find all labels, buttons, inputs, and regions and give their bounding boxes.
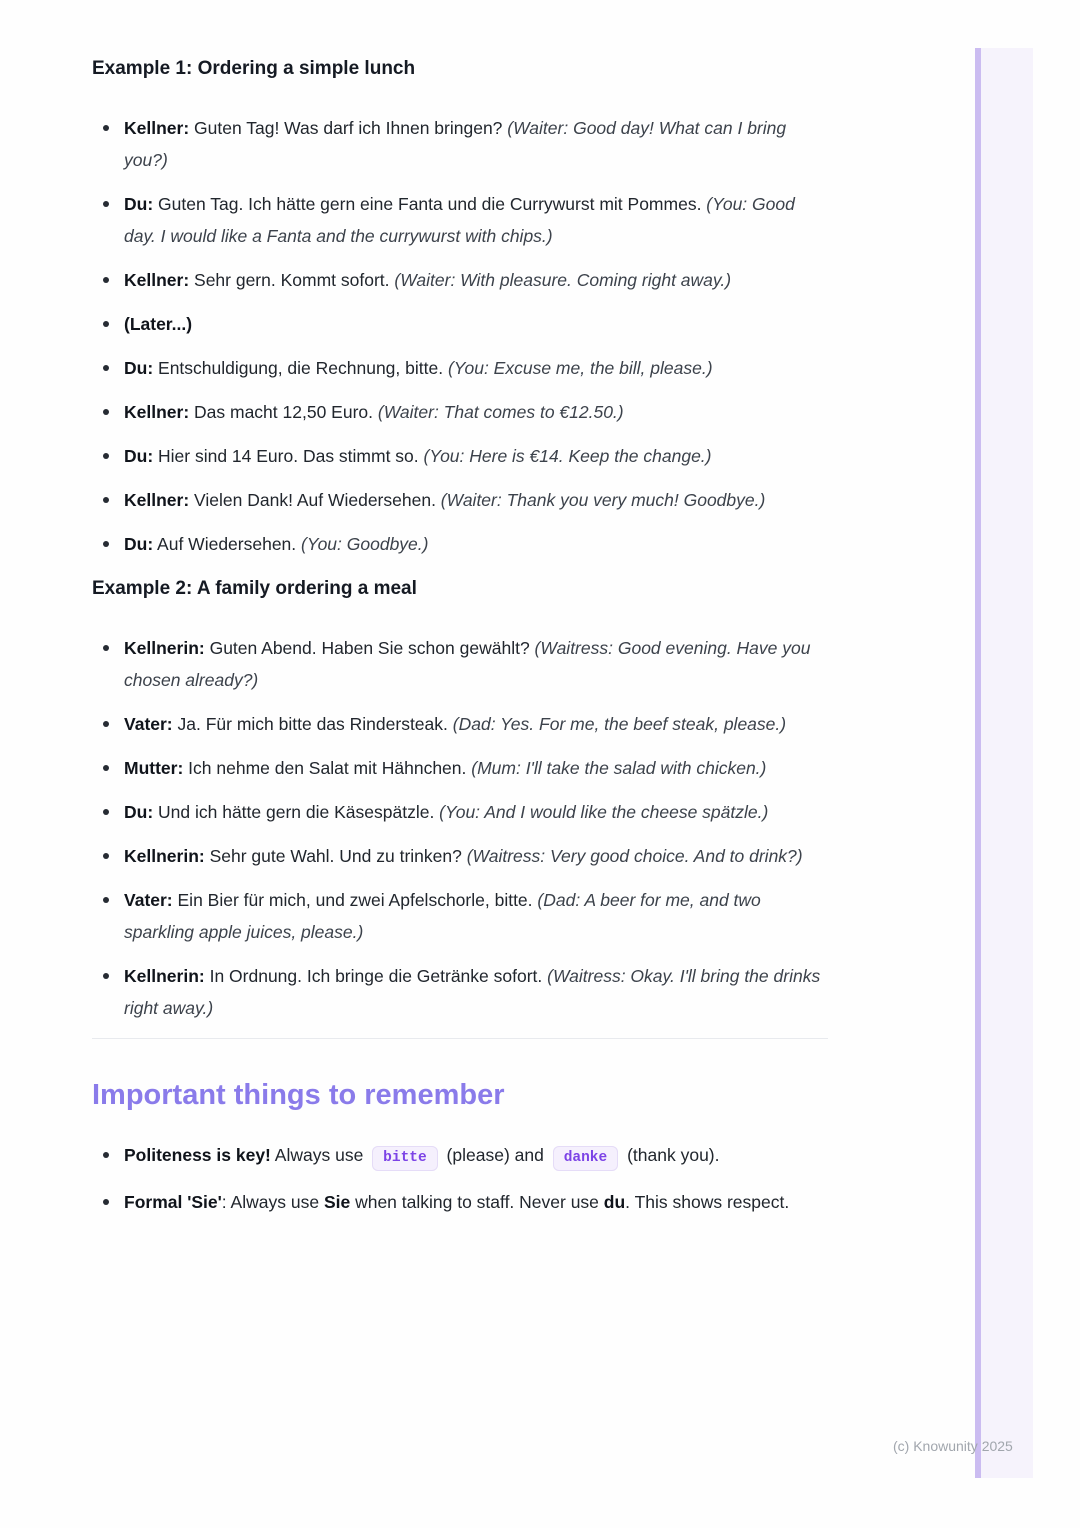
body-text: when talking to staff. Never use [350,1192,604,1212]
italic-translation: (You: Excuse me, the bill, please.) [447,358,713,378]
bold-text: Du: [124,534,154,554]
list-item [124,960,828,1024]
bold-text: Du: [124,446,154,466]
bold-text: Mutter: [124,758,184,778]
list-item [124,308,828,340]
section-divider [92,1038,828,1039]
body-text: Auf Wiedersehen. [153,534,302,554]
section-important [92,1077,828,1218]
example2-heading: Example 2: A family ordering a meal [92,578,417,599]
italic-translation: (Mum: I'll take the salad with chicken.) [471,758,767,778]
body-text: Ein Bier für mich, und zwei Apfelschorle, bitte. [172,890,538,910]
italic-translation: (Waitress: Good evening. Have you chosen already?) [124,638,811,690]
italic-translation: (Waiter: With pleasure. Coming right away.) [394,270,732,290]
inline-code-badge: danke [553,1146,619,1171]
italic-translation: (You: Good day. I would like a Fanta and the currywurst with chips.) [124,194,795,246]
body-text: Entschuldigung, die Rechnung, bitte. [153,358,448,378]
example1-heading: Example 1: Ordering a simple lunch [92,58,416,79]
italic-translation: (Waiter: Good day! What can I bring you?) [124,118,787,170]
italic-translation: (Waitress: Very good choice. And to drink?) [466,846,803,866]
body-text: Ich nehme den Salat mit Hähnchen. [183,758,472,778]
body-text: Und ich hätte gern die Käsespätzle. [153,802,440,822]
italic-translation: (Waiter: Thank you very much! Goodbye.) [440,490,766,510]
list-item [124,1139,828,1174]
body-text: Sehr gute Wahl. Und zu trinken? [204,846,467,866]
list-item [124,528,828,560]
bold-text: Kellner: [124,118,190,138]
list-item [124,752,828,784]
list-item [124,440,828,472]
bold-text: Kellnerin: [124,846,205,866]
body-text: Guten Tag! Was darf ich Ihnen bringen? [189,118,508,138]
bold-text: Kellnerin: [124,638,205,658]
body-text: (thank you). [622,1145,720,1165]
bold-text: Formal 'Sie' [124,1192,222,1212]
italic-translation: (Waiter: That comes to €12.50.) [377,402,624,422]
list-item [124,188,828,252]
bold-text: Du: [124,802,154,822]
bold-text: Sie [323,1192,351,1212]
important-list [92,1139,828,1218]
list-item [124,264,828,296]
body-text: Guten Tag. Ich hätte gern eine Fanta und die Currywurst mit Pommes. [153,194,707,214]
italic-translation: (You: Goodbye.) [301,534,429,554]
body-text: Always use [270,1145,369,1165]
body-text: Sehr gern. Kommt sofort. [189,270,395,290]
page-edge-accent-bar [975,48,981,1478]
body-text: Ja. Für mich bitte das Rindersteak. [172,714,453,734]
section-example1 [92,56,828,560]
italic-translation: (You: Here is €14. Keep the change.) [423,446,712,466]
body-text: Vielen Dank! Auf Wiedersehen. [189,490,441,510]
list-item [124,632,828,696]
bold-text: Vater: [124,890,173,910]
bold-text: Politeness is key! [124,1145,271,1165]
body-text: . This shows respect. [625,1192,790,1212]
list-item [124,840,828,872]
document-content [92,56,828,1230]
bold-text: (Later...) [124,314,193,334]
list-item [124,484,828,516]
bold-text: Kellner: [124,270,190,290]
italic-translation: (Dad: A beer for me, and two sparkling apple juices, please.) [124,890,761,942]
list-item [124,352,828,384]
example1-dialogue-list [92,112,828,560]
next-page-preview-panel [981,48,1033,1478]
inline-code-badge: bitte [372,1146,438,1171]
body-text: Guten Abend. Haben Sie schon gewählt? [204,638,535,658]
bold-text: Kellner: [124,490,190,510]
body-text: Hier sind 14 Euro. Das stimmt so. [153,446,424,466]
watermark: (c) Knowunity 2025 [893,1438,1013,1454]
bold-text: Du: [124,194,154,214]
bold-text: Kellnerin: [124,966,205,986]
list-item [124,708,828,740]
italic-translation: (Dad: Yes. For me, the beef steak, please.) [452,714,787,734]
body-text: In Ordnung. Ich bringe die Getränke sofort. [204,966,548,986]
list-item [124,396,828,428]
section-example2 [92,576,828,1024]
body-text: (please) and [441,1145,549,1165]
list-item [124,796,828,828]
body-text: : Always use [221,1192,324,1212]
bold-text: Vater: [124,714,173,734]
bold-text: du [603,1192,626,1212]
italic-translation: (Waitress: Okay. I'll bring the drinks right away.) [124,966,821,1018]
list-item [124,112,828,176]
bold-text: Du: [124,358,154,378]
bold-text: Kellner: [124,402,190,422]
list-item [124,884,828,948]
important-heading: Important things to remember [92,1079,505,1111]
body-text: Das macht 12,50 Euro. [189,402,378,422]
list-item [124,1186,828,1218]
italic-translation: (You: And I would like the cheese spätzle.) [439,802,769,822]
example2-dialogue-list [92,632,828,1024]
